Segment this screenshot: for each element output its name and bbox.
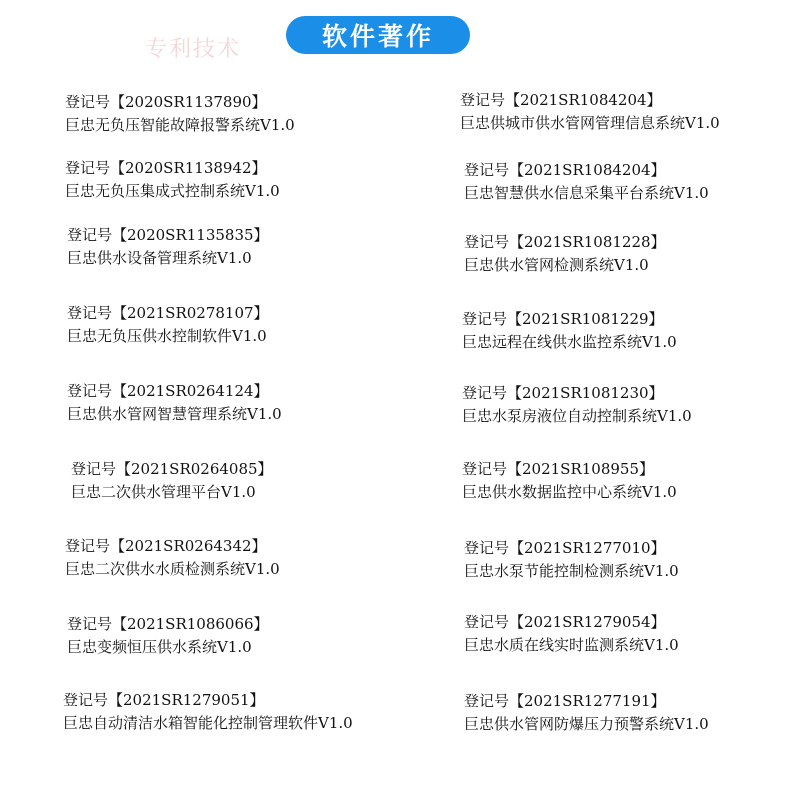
record-item [464, 691, 709, 735]
record-item [65, 92, 295, 136]
software-name: 巨忠无负压供水控制软件V1.0 [67, 327, 267, 345]
tab-patent-technology[interactable]: 专利技术 [145, 37, 242, 62]
registration-number: 登记号【2021SR108955】 [462, 460, 655, 478]
software-name: 巨忠远程在线供水监控系统V1.0 [462, 333, 677, 351]
software-name: 巨忠供水管网智慧管理系统V1.0 [67, 405, 282, 423]
record-item [67, 303, 269, 347]
registration-number: 登记号【2020SR1135835】 [67, 226, 269, 244]
registration-number: 登记号【2021SR0264124】 [67, 382, 269, 400]
software-name: 巨忠供水管网检测系统V1.0 [464, 256, 649, 274]
record-item [464, 232, 666, 276]
record-item [67, 381, 282, 425]
record-item [462, 459, 677, 503]
registration-number: 登记号【2021SR1081228】 [464, 233, 666, 251]
registration-number: 登记号【2021SR1084204】 [460, 91, 662, 109]
registration-number: 登记号【2021SR0264342】 [65, 537, 267, 555]
registration-number: 登记号【2020SR1137890】 [65, 93, 267, 111]
record-item [67, 225, 269, 269]
record-item [462, 383, 692, 427]
record-item [464, 160, 709, 204]
software-name: 巨忠二次供水水质检测系统V1.0 [65, 560, 280, 578]
registration-number: 登记号【2021SR1279051】 [63, 691, 265, 709]
software-name: 巨忠水泵节能控制检测系统V1.0 [464, 562, 679, 580]
registration-number: 登记号【2021SR1081229】 [462, 310, 664, 328]
software-name: 巨忠供水管网防爆压力预警系统V1.0 [464, 715, 709, 733]
record-item [65, 536, 280, 580]
record-item [65, 158, 280, 202]
software-name: 巨忠变频恒压供水系统V1.0 [67, 638, 252, 656]
software-name: 巨忠水质在线实时监测系统V1.0 [464, 636, 679, 654]
software-name: 巨忠无负压集成式控制系统V1.0 [65, 182, 280, 200]
software-name: 巨忠水泵房液位自动控制系统V1.0 [462, 407, 692, 425]
software-name: 巨忠二次供水管理平台V1.0 [71, 483, 256, 501]
record-item [462, 309, 677, 353]
software-name: 巨忠自动清洁水箱智能化控制管理软件V1.0 [63, 714, 353, 732]
registration-number: 登记号【2021SR1277010】 [464, 539, 666, 557]
software-name: 巨忠供城市供水管网管理信息系统V1.0 [460, 114, 720, 132]
software-name: 巨忠无负压智能故障报警系统V1.0 [65, 116, 295, 134]
record-item [67, 614, 269, 658]
software-name: 巨忠供水设备管理系统V1.0 [67, 249, 252, 267]
registration-number: 登记号【2021SR1084204】 [464, 161, 666, 179]
registration-number: 登记号【2021SR0278107】 [67, 304, 269, 322]
record-item [464, 612, 679, 656]
record-item [63, 690, 353, 734]
software-name: 巨忠供水数据监控中心系统V1.0 [462, 483, 677, 501]
record-item [464, 538, 679, 582]
record-item [460, 90, 720, 134]
registration-number: 登记号【2021SR1279054】 [464, 613, 666, 631]
tab-software-copyright[interactable]: 软件著作 [286, 16, 470, 54]
registration-number: 登记号【2021SR1081230】 [462, 384, 664, 402]
registration-number: 登记号【2021SR1086066】 [67, 615, 269, 633]
record-item [71, 459, 273, 503]
registration-number: 登记号【2021SR1277191】 [464, 692, 666, 710]
software-name: 巨忠智慧供水信息采集平台系统V1.0 [464, 184, 709, 202]
registration-number: 登记号【2020SR1138942】 [65, 159, 267, 177]
registration-number: 登记号【2021SR0264085】 [71, 460, 273, 478]
